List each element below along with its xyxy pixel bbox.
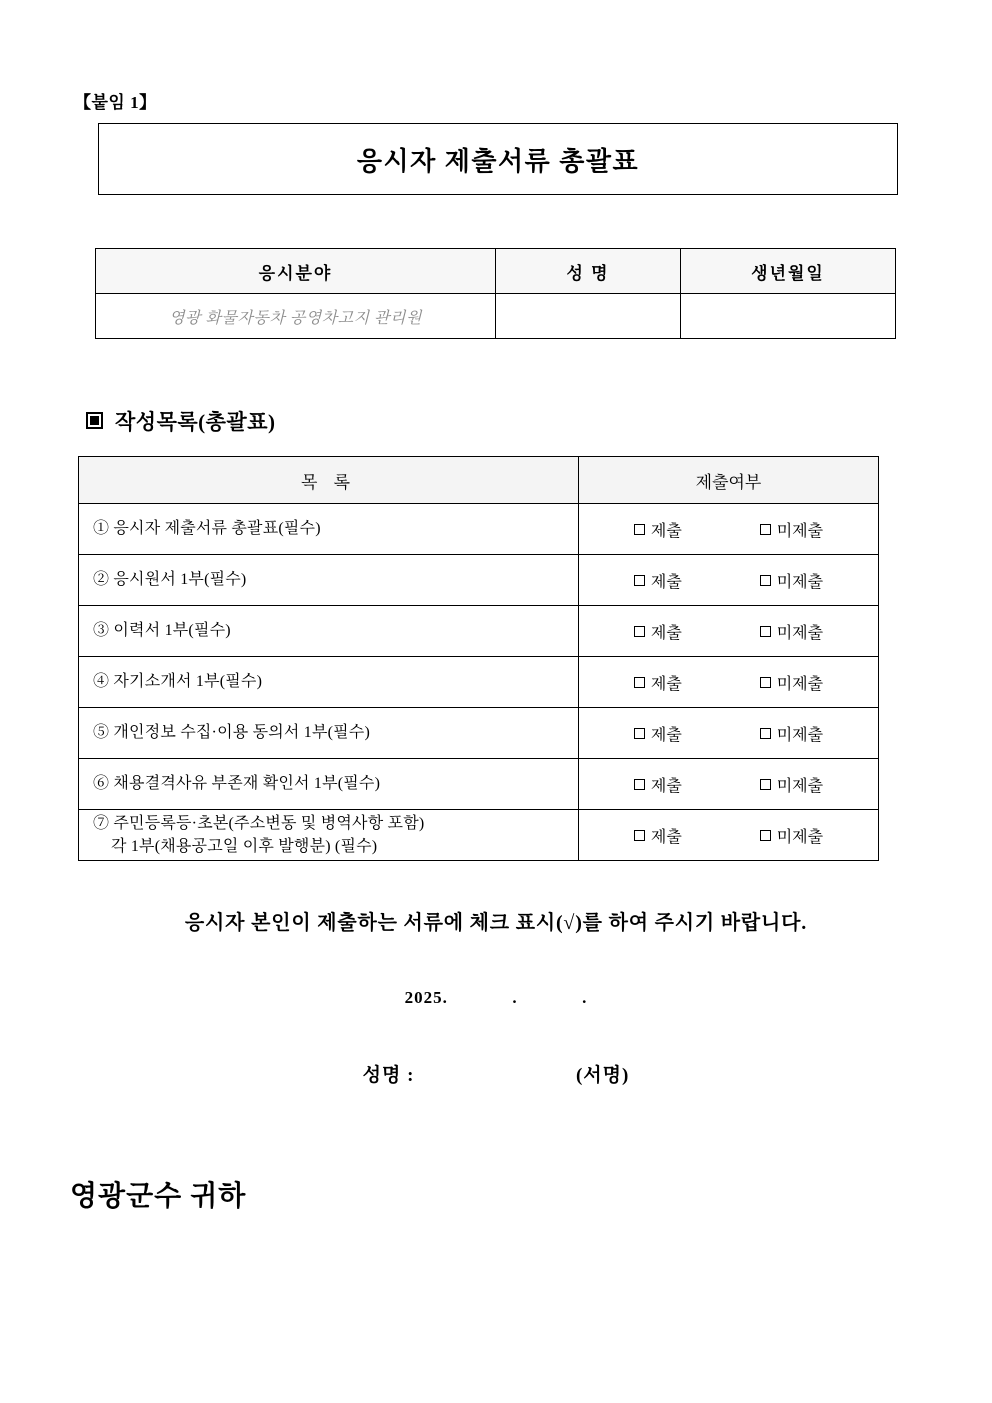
list-item-1	[79, 504, 579, 555]
checkbox-icon[interactable]	[634, 626, 645, 637]
checkbox-submitted-5[interactable]	[634, 722, 682, 745]
table-row	[79, 657, 879, 708]
date-line	[0, 988, 992, 1008]
checkbox-icon[interactable]	[760, 626, 771, 637]
checkbox-submitted-6[interactable]	[634, 773, 682, 796]
list-item-6	[79, 759, 579, 810]
item-no-3: ③	[93, 622, 110, 640]
list-item-5	[79, 708, 579, 759]
table-row	[79, 708, 879, 759]
item-text-5: 개인정보 수집·이용 동의서 1부(필수)	[113, 724, 370, 742]
checkbox-icon[interactable]	[760, 677, 771, 688]
title-box	[98, 123, 898, 195]
checkbox-label-submitted: 제출	[650, 675, 682, 693]
checkbox-icon[interactable]	[634, 779, 645, 790]
checkbox-label-not-submitted: 미제출	[776, 675, 824, 693]
checkbox-label-not-submitted: 미제출	[776, 522, 824, 540]
checkbox-submitted-1[interactable]	[634, 518, 682, 541]
table-row	[79, 759, 879, 810]
list-item-7	[79, 810, 579, 861]
checkbox-label-not-submitted: 미제출	[776, 624, 824, 642]
item-no-5: ⑤	[93, 724, 110, 742]
checkbox-icon[interactable]	[634, 677, 645, 688]
applicant-info-table	[95, 248, 896, 339]
item-text-3: 이력서 1부(필수)	[113, 622, 231, 640]
list-item-3	[79, 606, 579, 657]
table-row	[79, 606, 879, 657]
list-item-4	[79, 657, 579, 708]
item-no-6: ⑥	[93, 775, 110, 793]
checkbox-icon[interactable]	[760, 728, 771, 739]
checkbox-icon[interactable]	[760, 779, 771, 790]
item-no-7: ⑦	[93, 814, 110, 832]
notice-text: 응시자 본인이 제출하는 서류에 체크 표시(√)를 하여 주시기 바랍니다.	[184, 912, 808, 934]
item-no-1: ①	[93, 520, 110, 538]
item-no-2: ②	[93, 571, 110, 589]
table-header-row	[96, 249, 896, 294]
checkboxes-6	[579, 759, 879, 810]
cell-birth-value[interactable]	[681, 294, 896, 339]
cell-field-value: 영광 화물자동차 공영차고지 관리원	[96, 294, 496, 339]
item-text-4: 자기소개서 1부(필수)	[113, 673, 263, 691]
checkboxes-5	[579, 708, 879, 759]
list-header-row	[79, 457, 879, 504]
item-text-7: 주민등록등·초본(주소변동 및 병역사항 포함)	[113, 814, 425, 832]
item-text-2: 응시원서 1부(필수)	[113, 571, 247, 589]
checkbox-label-submitted: 제출	[650, 828, 682, 846]
table-row	[79, 810, 879, 861]
checkbox-label-not-submitted: 미제출	[776, 777, 824, 795]
header-name: 성 명	[496, 249, 681, 294]
checkboxes-2	[579, 555, 879, 606]
checkbox-label-submitted: 제출	[650, 777, 682, 795]
item-text-1: 응시자 제출서류 총괄표(필수)	[113, 520, 321, 538]
page-title: 응시자 제출서류 총괄표	[356, 146, 640, 176]
checkboxes-1	[579, 504, 879, 555]
table-row	[79, 504, 879, 555]
checkbox-icon[interactable]	[760, 524, 771, 535]
checkbox-label-submitted: 제출	[650, 573, 682, 591]
checkbox-not-submitted-4[interactable]	[760, 671, 823, 694]
header-submitted: 제출여부	[579, 457, 879, 504]
checkbox-not-submitted-7[interactable]	[760, 824, 823, 847]
square-bullet-icon	[86, 412, 103, 429]
checkbox-not-submitted-1[interactable]	[760, 518, 823, 541]
signature-line	[0, 1060, 992, 1087]
addressee: 영광군수 귀하	[70, 1181, 247, 1212]
checkbox-not-submitted-2[interactable]	[760, 569, 823, 592]
header-birth: 생년월일	[681, 249, 896, 294]
checkbox-not-submitted-6[interactable]	[760, 773, 823, 796]
checkboxes-3	[579, 606, 879, 657]
checkbox-submitted-3[interactable]	[634, 620, 682, 643]
checkbox-submitted-2[interactable]	[634, 569, 682, 592]
checkbox-icon[interactable]	[760, 575, 771, 586]
checkbox-label-submitted: 제출	[650, 624, 682, 642]
checkbox-label-submitted: 제출	[650, 522, 682, 540]
table-row	[79, 555, 879, 606]
section-heading	[86, 406, 276, 436]
list-item-2	[79, 555, 579, 606]
attachment-label: 【붙임 1】	[74, 93, 157, 112]
checkbox-submitted-4[interactable]	[634, 671, 682, 694]
submission-list-table	[78, 456, 879, 861]
checkbox-submitted-7[interactable]	[634, 824, 682, 847]
checkbox-label-submitted: 제출	[650, 726, 682, 744]
date-dot-1: .	[512, 988, 518, 1007]
item-text-6: 채용결격사유 부존재 확인서 1부(필수)	[113, 775, 381, 793]
checkbox-not-submitted-3[interactable]	[760, 620, 823, 643]
checkbox-icon[interactable]	[760, 830, 771, 841]
item-subtext-7: 각 1부(채용공고일 이후 발행분) (필수)	[111, 838, 378, 855]
cell-name-value[interactable]	[496, 294, 681, 339]
checkbox-icon[interactable]	[634, 575, 645, 586]
header-field: 응시분야	[96, 249, 496, 294]
section-heading-label: 작성목록(총괄표)	[115, 410, 276, 434]
checkbox-label-not-submitted: 미제출	[776, 573, 824, 591]
checkbox-icon[interactable]	[634, 728, 645, 739]
checkbox-label-not-submitted: 미제출	[776, 828, 824, 846]
checkboxes-4	[579, 657, 879, 708]
date-year: 2025.	[404, 988, 448, 1007]
item-no-4: ④	[93, 673, 110, 691]
checkbox-not-submitted-5[interactable]	[760, 722, 823, 745]
checkbox-label-not-submitted: 미제출	[776, 726, 824, 744]
signature-note: (서명)	[575, 1065, 630, 1086]
table-row	[96, 294, 896, 339]
checkbox-icon[interactable]	[634, 830, 645, 841]
date-dot-2: .	[582, 988, 588, 1007]
header-list: 목 록	[79, 457, 579, 504]
checkbox-icon[interactable]	[634, 524, 645, 535]
checkboxes-7	[579, 810, 879, 861]
signature-label: 성명 :	[362, 1065, 415, 1086]
